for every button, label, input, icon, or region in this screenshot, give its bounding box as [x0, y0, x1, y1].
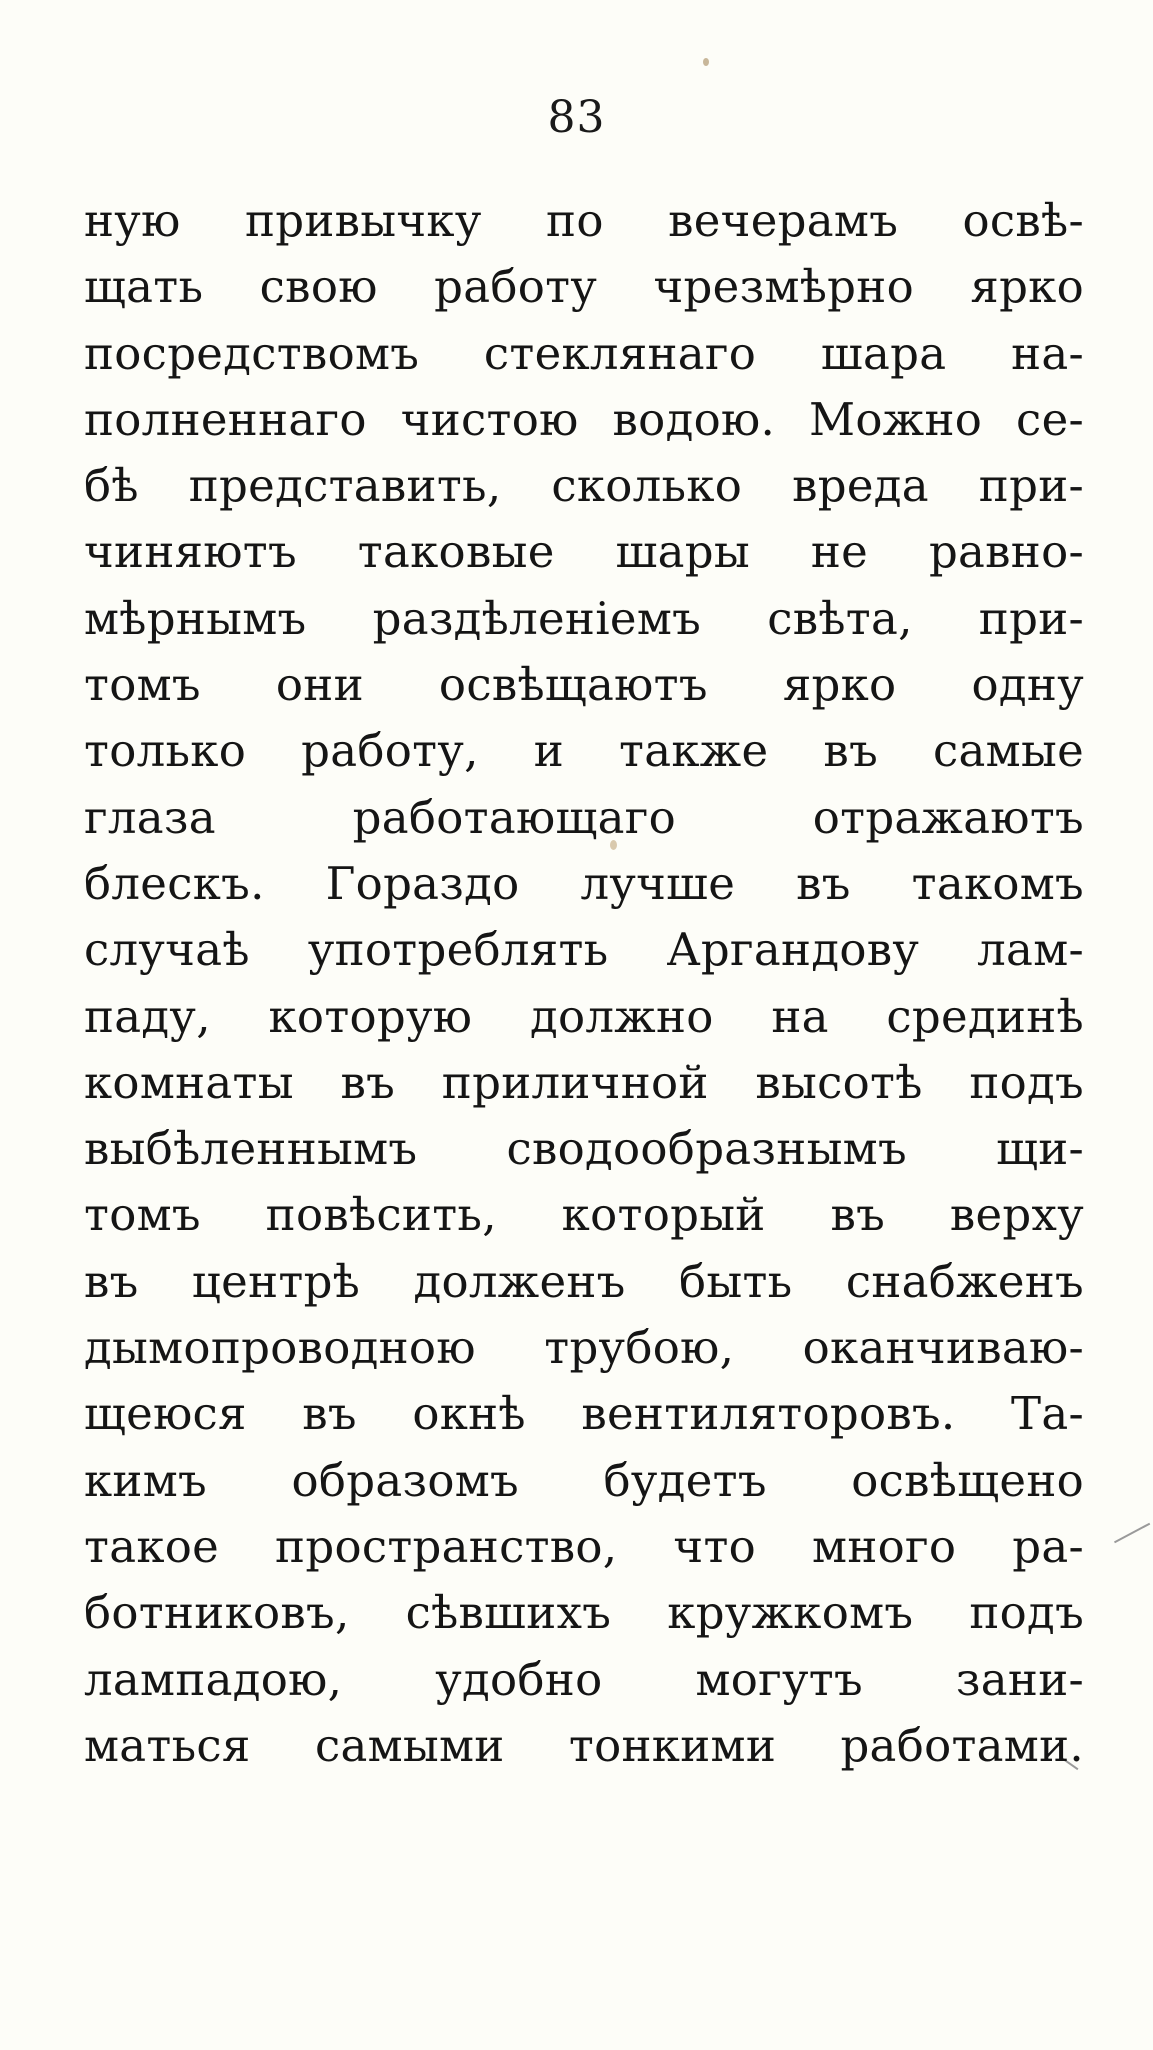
text-line: лампадою, удобно могутъ зани-: [84, 1652, 1084, 1706]
text-line: глаза работающаго отражаютъ: [84, 790, 1084, 844]
text-line: томъ повѣсить, который въ верху: [84, 1188, 1084, 1242]
text-line: полненнаго чистою водою. Можно се-: [84, 392, 1084, 446]
text-line: только работу, и также въ самые: [84, 724, 1084, 778]
text-line: въ центрѣ долженъ быть снабженъ: [84, 1254, 1084, 1308]
text-line: томъ они освѣщаютъ ярко одну: [84, 658, 1084, 712]
text-line: блескъ. Гораздо лучше въ такомъ: [84, 856, 1084, 910]
paper-edge-mark: [1114, 1523, 1150, 1543]
text-line: маться самыми тонкими работами.: [84, 1718, 1084, 1772]
text-line: такое пространство, что много ра-: [84, 1519, 1084, 1573]
paper-speck: [703, 58, 709, 66]
text-line: ную привычку по вечерамъ освѣ-: [84, 194, 1084, 247]
text-line: случаѣ употреблять Аргандову лам-: [84, 923, 1084, 977]
text-line: паду, которую должно на срединѣ: [84, 989, 1084, 1043]
page-number: 83: [547, 92, 606, 143]
body-text: [84, 188, 1084, 1779]
text-line: щать свою работу чрезмѣрно ярко: [84, 260, 1084, 314]
text-line: мѣрнымъ раздѣленiемъ свѣта, при-: [84, 591, 1084, 645]
text-line: выбѣленнымъ сводообразнымъ щи-: [84, 1122, 1084, 1176]
text-line: кимъ образомъ будетъ освѣщено: [84, 1453, 1084, 1507]
text-line: чиняютъ таковые шары не равно-: [84, 525, 1084, 579]
text-line: ботниковъ, сѣвшихъ кружкомъ подъ: [84, 1586, 1084, 1640]
text-line: бѣ представить, сколько вреда при-: [84, 459, 1084, 513]
text-line: комнаты въ приличной высотѣ подъ: [84, 1055, 1084, 1109]
text-line: посредствомъ стеклянаго шара на-: [84, 326, 1084, 380]
text-line: дымопроводною трубою, оканчиваю-: [84, 1321, 1084, 1375]
text-line: щеюся въ окнѣ вентиляторовъ. Та-: [84, 1387, 1084, 1441]
